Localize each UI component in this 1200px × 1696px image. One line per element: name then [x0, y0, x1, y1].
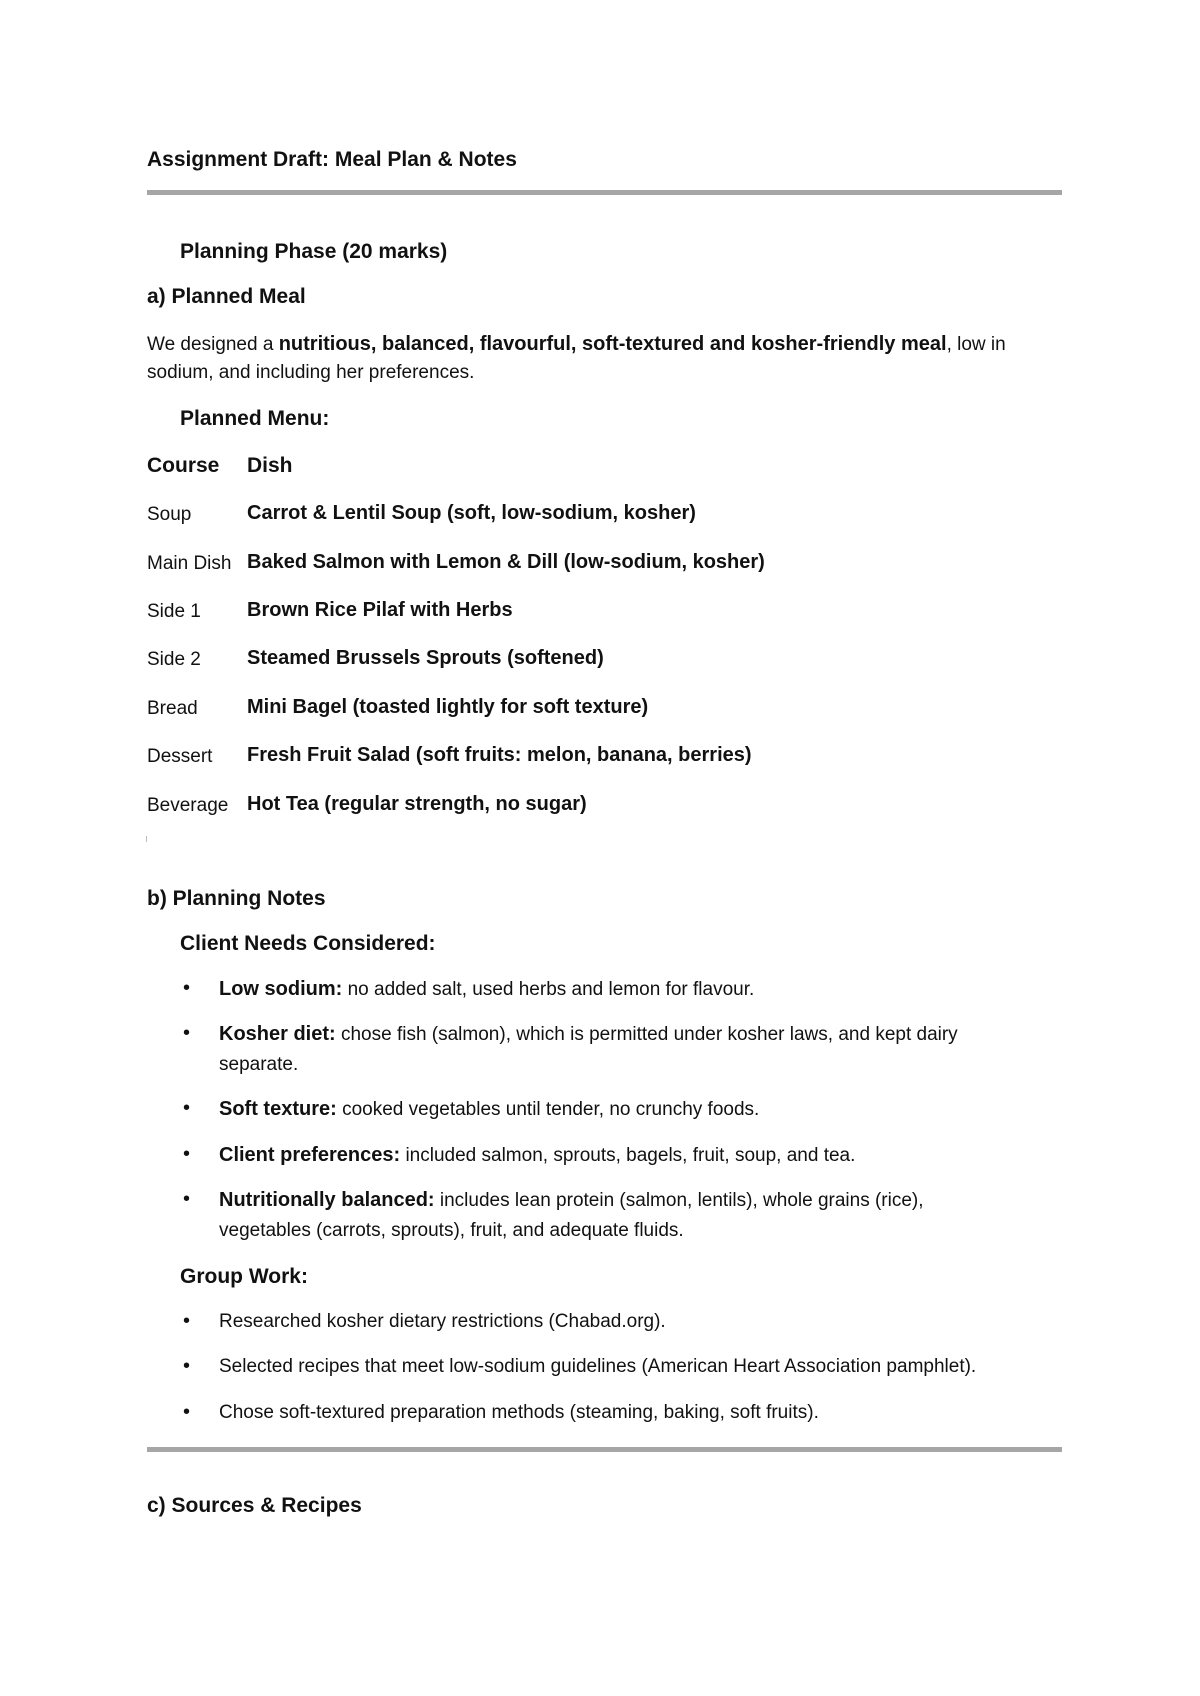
table-cell-course: Side 2 [147, 649, 201, 670]
table-cell-dish: Carrot & Lentil Soup (soft, low-sodium, kosher) [247, 502, 696, 524]
table-cell-course: Beverage [147, 795, 229, 816]
table-cell-dish: Mini Bagel (toasted lightly for soft texture) [247, 696, 649, 718]
table-cell-dish: Fresh Fruit Salad (soft fruits: melon, banana, berries) [247, 744, 752, 766]
list-item-term: Low sodium: [219, 978, 343, 1000]
bullet-icon: • [183, 1097, 191, 1119]
list-item-text: no added salt, used herbs and lemon for flavour. [342, 979, 755, 1000]
intro-pre: We designed a [147, 334, 279, 355]
document-title: Assignment Draft: Meal Plan & Notes [147, 148, 517, 171]
planned-menu-label: Planned Menu: [180, 407, 330, 430]
planning-phase-heading: Planning Phase (20 marks) [180, 240, 448, 263]
list-item-text: cooked vegetables until tender, no crunchy foods. [336, 1099, 760, 1120]
horizontal-rule [147, 1447, 1062, 1452]
paragraph-mark [146, 836, 147, 842]
list-item: Chose soft-textured preparation methods (steaming, baking, soft fruits). [219, 1402, 819, 1423]
horizontal-rule [147, 190, 1062, 195]
list-item [219, 1140, 1049, 1171]
bullet-icon: • [183, 1355, 191, 1377]
table-cell-course: Soup [147, 504, 192, 525]
list-item-text: includes lean protein (salmon, lentils), whole grains (rice), [434, 1190, 924, 1211]
table-cell-course: Main Dish [147, 553, 232, 574]
list-item [219, 1185, 1049, 1246]
table-cell-course: Dessert [147, 746, 213, 767]
list-item-term: Kosher diet: [219, 1023, 336, 1045]
table-cell-dish: Steamed Brussels Sprouts (softened) [247, 647, 604, 669]
table-cell-dish: Brown Rice Pilaf with Herbs [247, 599, 513, 621]
section-b-heading: b) Planning Notes [147, 887, 326, 910]
bullet-icon: • [183, 1401, 191, 1423]
list-item [219, 1094, 1049, 1125]
intro-post: , low in [946, 334, 1006, 355]
list-item-text-continued: separate. [219, 1054, 299, 1075]
intro-line-2: sodium, and including her preferences. [147, 362, 475, 383]
list-item-text-continued: vegetables (carrots, sprouts), fruit, and adequate fluids. [219, 1220, 684, 1241]
client-needs-label: Client Needs Considered: [180, 932, 436, 955]
list-item-term: Nutritionally balanced: [219, 1189, 435, 1211]
bullet-icon: • [183, 1143, 191, 1165]
table-cell-dish: Baked Salmon with Lemon & Dill (low-sodium, kosher) [247, 551, 765, 573]
table-cell-course: Side 1 [147, 601, 201, 622]
table-cell-course: Bread [147, 698, 198, 719]
section-c-heading: c) Sources & Recipes [147, 1494, 362, 1517]
list-item [219, 1019, 1049, 1080]
list-item: Selected recipes that meet low-sodium guidelines (American Heart Association pamphlet). [219, 1356, 977, 1377]
list-item [219, 974, 1049, 1005]
list-item-term: Soft texture: [219, 1098, 337, 1120]
group-work-label: Group Work: [180, 1265, 308, 1288]
list-item-term: Client preferences: [219, 1144, 401, 1166]
list-item-text: included salmon, sprouts, bagels, fruit, soup, and tea. [400, 1145, 856, 1166]
intro-bold: nutritious, balanced, flavourful, soft-textured and kosher-friendly meal [278, 333, 947, 355]
section-a-heading: a) Planned Meal [147, 285, 306, 308]
bullet-icon: • [183, 1188, 191, 1210]
table-header-dish: Dish [247, 454, 293, 477]
bullet-icon: • [183, 977, 191, 999]
bullet-icon: • [183, 1022, 191, 1044]
table-header-course: Course [147, 454, 220, 477]
table-cell-dish: Hot Tea (regular strength, no sugar) [247, 793, 587, 815]
list-item: Researched kosher dietary restrictions (Chabad.org). [219, 1311, 666, 1332]
bullet-icon: • [183, 1310, 191, 1332]
intro-line-1 [147, 333, 1006, 356]
list-item-text: chose fish (salmon), which is permitted under kosher laws, and kept dairy [335, 1024, 958, 1045]
